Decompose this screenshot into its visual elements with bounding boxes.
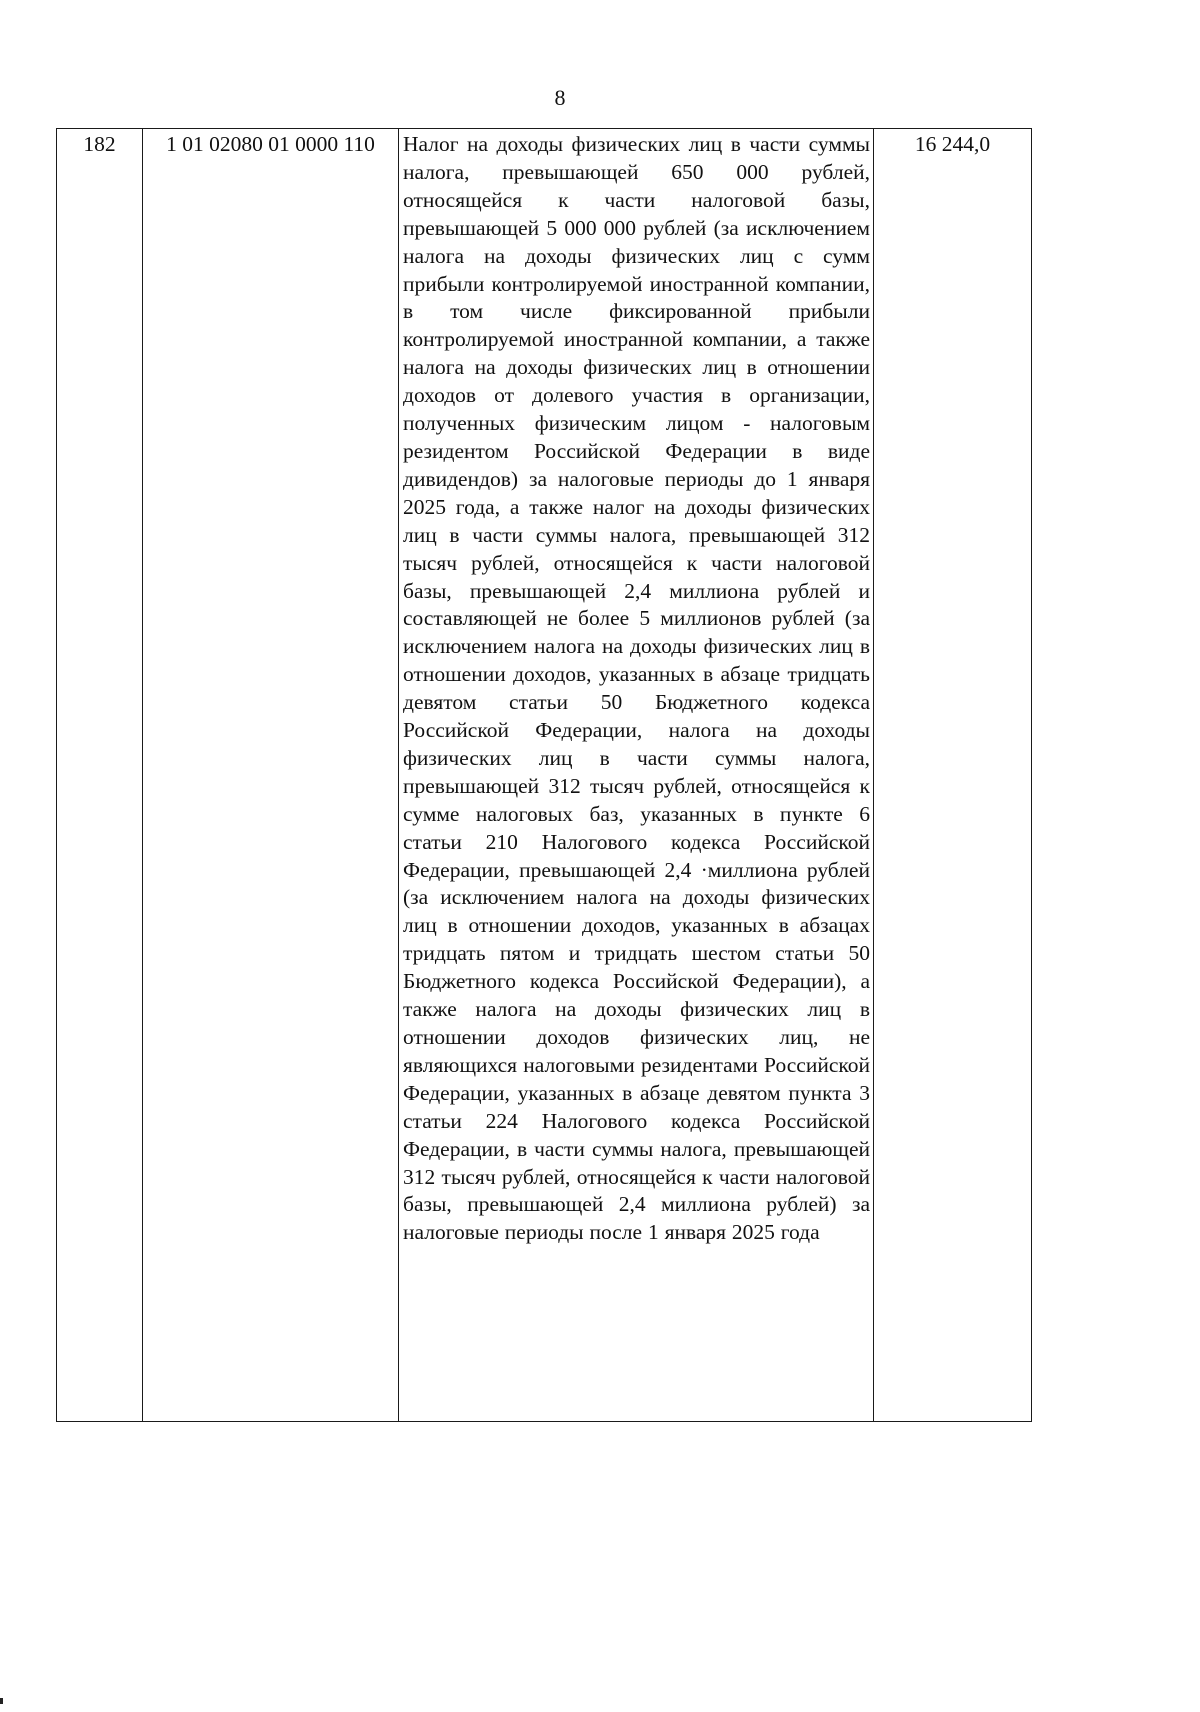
revenue-name-cell: Налог на доходы физических лиц в части суммы налога, превышающей 650 000 рублей, относящейся к части налоговой базы, превышающей 5 000 000 рублей (за исключением налога на доходы физических лиц с сумм прибыли контролируемой иностранной компании, в том числе фиксированной прибыли контролируемой иностранной компании, а также налога на доходы физических лиц в отношении доходов от долевого участия в организации, полученных физическим лицом - налоговым резидентом Российской Федерации в виде дивидендов) за налоговые периоды до 1 января 2025 года, а также налог на доходы физических лиц в части суммы налога, превышающей 312 тысяч рублей, относящейся к части налоговой базы, превышающей 2,4 миллиона рублей и составляющей не более 5 миллионов рублей (за исключением налога на доходы физических лиц в отношении доходов, указанных в абзаце тридцать девятом статьи 50 Бюджетного кодекса Российской Федерации, налога на доходы физических лиц в части суммы налога, превышающей 312 тысяч рублей, относящейся к сумме налоговых баз, указанных в пункте 6 статьи 210 Налогового кодекса Российской Федерации, превышающей 2,4 ·миллиона рублей (за исключением налога на доходы физических лиц в отношении доходов, указанных в абзацах тридцать пятом и тридцать шестом статьи 50 Бюджетного кодекса Российской Федерации), а также налога на доходы физических лиц в отношении доходов физических лиц, не являющихся налоговыми резидентами Российской Федерации, указанных в абзаце девятом пункта 3 статьи 224 Налогового кодекса Российской Федерации, в части суммы налога, превышающей 312 тысяч рублей, относящейся к части налоговой базы, превышающей 2,4 миллиона рублей) за налоговые периоды после 1 января 2025 года xyxy=(399,129,874,1422)
scan-artifact xyxy=(0,1698,3,1704)
amount-cell: 16 244,0 xyxy=(874,129,1032,1422)
page-number: 8 xyxy=(554,85,566,110)
revenue-table xyxy=(56,128,1032,1422)
table-row xyxy=(57,129,1032,1422)
admin-code-cell: 182 xyxy=(57,129,143,1422)
budget-code-cell: 1 01 02080 01 0000 110 xyxy=(143,129,399,1422)
